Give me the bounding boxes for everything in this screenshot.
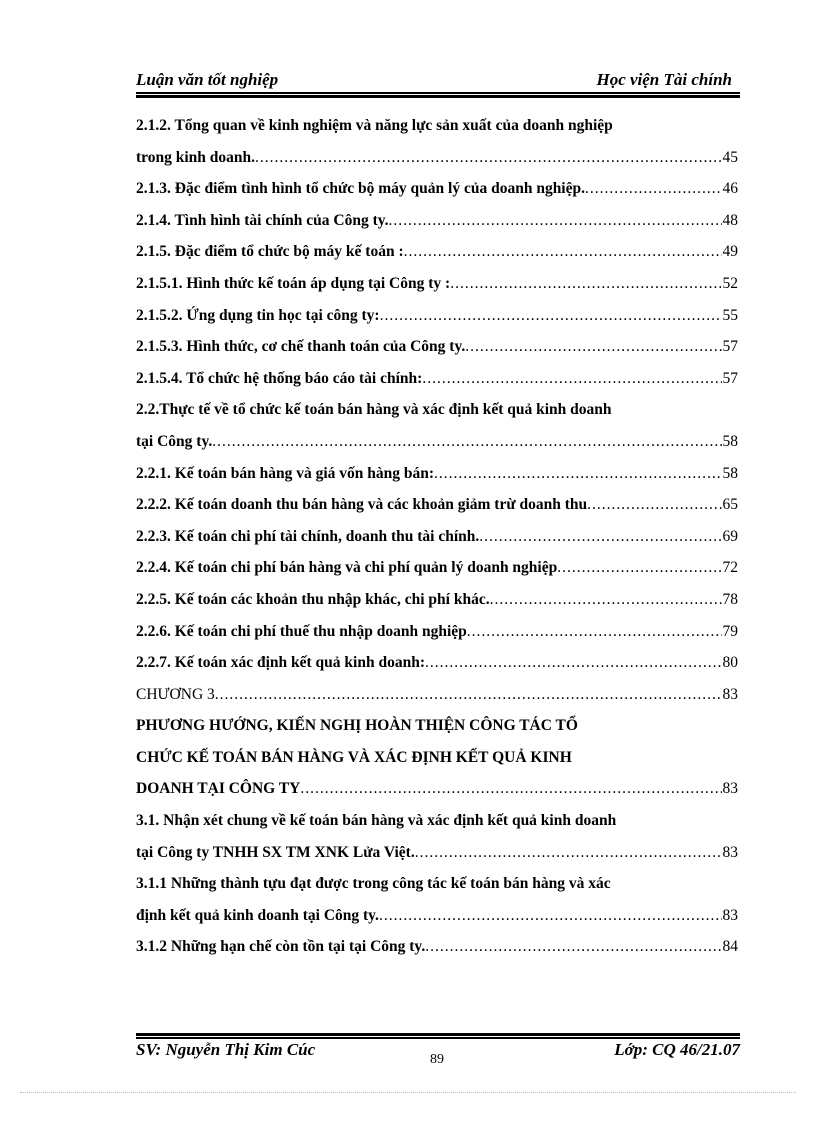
toc-dot-leader: [585, 173, 722, 205]
toc-entry-title: 2.1.5.2. Ứng dụng tin học tại công ty:: [136, 306, 380, 324]
toc-dot-leader: [587, 489, 721, 521]
footer-student-name: SV: Nguyễn Thị Kim Cúc: [136, 1040, 316, 1059]
footer-rule-thick: [136, 1033, 740, 1036]
toc-entry-page: 79: [722, 622, 738, 640]
toc-entry-page: 55: [722, 306, 738, 324]
toc-dot-leader: [425, 931, 721, 963]
toc-line: 3.1.1 Những thành tựu đạt được trong công tác kế toán bán hàng và xác: [136, 875, 611, 893]
toc-dot-leader: [300, 773, 721, 805]
toc-entry-title: 2.1.5.3. Hình thức, cơ chế thanh toán của Công ty.: [136, 338, 466, 356]
toc-entry-title: 2.2.5. Kế toán các khoản thu nhập khác, chi phí khác.: [136, 590, 490, 608]
toc-entry-page: 69: [722, 527, 738, 545]
toc-dot-leader: [479, 521, 721, 553]
toc-entry: [136, 173, 738, 205]
toc-dot-leader: [422, 363, 721, 395]
footer-class-code: Lớp: CQ 46/21.07: [614, 1040, 740, 1059]
toc-entry: [136, 521, 738, 553]
toc-dot-leader: [212, 426, 721, 458]
toc-entry-page: 83: [722, 780, 738, 798]
toc-entry-page: 58: [722, 464, 738, 482]
header-thesis-label: Luận văn tốt nghiệp: [136, 70, 279, 89]
header-institution-label: Học viện Tài chính: [596, 70, 732, 89]
toc-entry: [136, 142, 738, 174]
toc-entry: [136, 647, 738, 679]
footer-page-number: 89: [430, 1052, 444, 1067]
table-of-contents: [136, 110, 738, 963]
toc-dot-leader: [389, 205, 722, 237]
toc-entry-title: 2.2.4. Kế toán chi phí bán hàng và chi phí quản lý doanh nghiệp: [136, 559, 558, 577]
toc-entry: [136, 584, 738, 616]
toc-entry-page: 58: [722, 432, 738, 450]
toc-entry-page: 52: [722, 274, 738, 292]
toc-entry-title: 2.1.5.1. Hình thức kế toán áp dụng tại Công ty :: [136, 274, 451, 292]
toc-entry-page: 46: [722, 180, 738, 198]
footer-rule-thin: [136, 1037, 740, 1039]
toc-entry-page: 49: [722, 243, 738, 261]
toc-entry-title: 2.2.6. Kế toán chi phí thuế thu nhập doanh nghiệp: [136, 622, 467, 640]
toc-entry-page: 45: [722, 148, 738, 166]
toc-entry: [136, 931, 738, 963]
toc-dot-leader: [467, 616, 722, 648]
page-edge-divider: [20, 1092, 796, 1093]
toc-line: 2.2.Thực tế về tổ chức kế toán bán hàng và xác định kết quả kinh doanh: [136, 401, 612, 419]
toc-dot-leader: [434, 458, 721, 490]
toc-dot-leader: [490, 584, 722, 616]
toc-dot-leader: [380, 300, 722, 332]
toc-entry-page: 80: [722, 654, 738, 672]
toc-entry-title: 2.2.3. Kế toán chi phí tài chính, doanh thu tài chính.: [136, 527, 480, 545]
toc-entry-title: trong kinh doanh.: [136, 148, 256, 166]
toc-entry: [136, 616, 738, 648]
toc-line: 2.1.2. Tổng quan về kinh nghiệm và năng lực sản xuất của doanh nghiệp: [136, 117, 613, 134]
toc-line: PHƯƠNG HƯỚNG, KIẾN NGHỊ HOÀN THIỆN CÔNG TÁC TỔ: [136, 717, 578, 735]
toc-dot-leader: [415, 837, 722, 869]
toc-entry-title: 2.2.2. Kế toán doanh thu bán hàng và các khoản giảm trừ doanh thu: [136, 496, 588, 514]
toc-dot-leader: [450, 268, 721, 300]
toc-entry-page: 83: [722, 843, 738, 861]
toc-entry-title: 2.2.1. Kế toán bán hàng và giá vốn hàng bán:: [136, 464, 435, 482]
toc-entry-title: 2.1.4. Tình hình tài chính của Công ty.: [136, 211, 389, 229]
toc-entry-title: 2.1.5.4. Tổ chức hệ thống báo cáo tài chính:: [136, 369, 423, 387]
toc-dot-leader: [465, 331, 721, 363]
toc-dot-leader: [215, 679, 722, 711]
toc-entry-title: tại Công ty.: [136, 432, 213, 450]
toc-entry-title: DOANH TẠI CÔNG TY: [136, 780, 301, 798]
toc-entry-page: 65: [722, 496, 738, 514]
toc-entry: [136, 205, 738, 237]
toc-entry-page: 57: [722, 338, 738, 356]
toc-entry: [136, 773, 738, 805]
toc-dot-leader: [255, 142, 721, 174]
toc-entry: [136, 300, 738, 332]
toc-entry-title: tại Công ty TNHH SX TM XNK Lửa Việt.: [136, 843, 415, 861]
toc-entry: [136, 268, 738, 300]
toc-entry: [136, 331, 738, 363]
header-rule-thin: [136, 92, 740, 94]
toc-line: 3.1. Nhận xét chung về kế toán bán hàng và xác định kết quả kinh doanh: [136, 812, 617, 830]
toc-entry: [136, 837, 738, 869]
toc-entry: [136, 363, 738, 395]
toc-dot-leader: [425, 647, 722, 679]
toc-entry: [136, 679, 738, 711]
toc-entry: [136, 489, 738, 521]
toc-entry-title: 2.1.5. Đặc điểm tổ chức bộ máy kế toán :: [136, 243, 404, 261]
toc-entry: [136, 552, 738, 584]
toc-entry-page: 78: [722, 590, 738, 608]
toc-entry-title: định kết quả kinh doanh tại Công ty.: [136, 906, 379, 924]
toc-entry-title: CHƯƠNG 3: [136, 685, 215, 703]
toc-dot-leader: [379, 900, 722, 932]
page-header: [136, 68, 740, 90]
toc-entry-title: 3.1.2 Những hạn chế còn tồn tại tại Công ty.: [136, 938, 426, 956]
toc-dot-leader: [557, 552, 721, 584]
toc-entry: [136, 458, 738, 490]
toc-entry: [136, 900, 738, 932]
toc-entry-title: 2.1.3. Đặc điểm tình hình tổ chức bộ máy quản lý của doanh nghiệp.: [136, 180, 585, 198]
header-rule-thick: [136, 95, 740, 98]
toc-entry: [136, 236, 738, 268]
toc-entry-page: 48: [722, 211, 738, 229]
toc-entry-title: 2.2.7. Kế toán xác định kết quả kinh doanh:: [136, 654, 425, 672]
toc-entry-page: 84: [722, 938, 738, 956]
toc-entry-page: 83: [722, 906, 738, 924]
toc-dot-leader: [404, 236, 722, 268]
toc-entry-page: 83: [722, 685, 738, 703]
toc-line: CHỨC KẾ TOÁN BÁN HÀNG VÀ XÁC ĐỊNH KẾT QUẢ KINH: [136, 748, 572, 766]
toc-entry: [136, 426, 738, 458]
toc-entry-page: 72: [722, 559, 738, 577]
toc-entry-page: 57: [722, 369, 738, 387]
